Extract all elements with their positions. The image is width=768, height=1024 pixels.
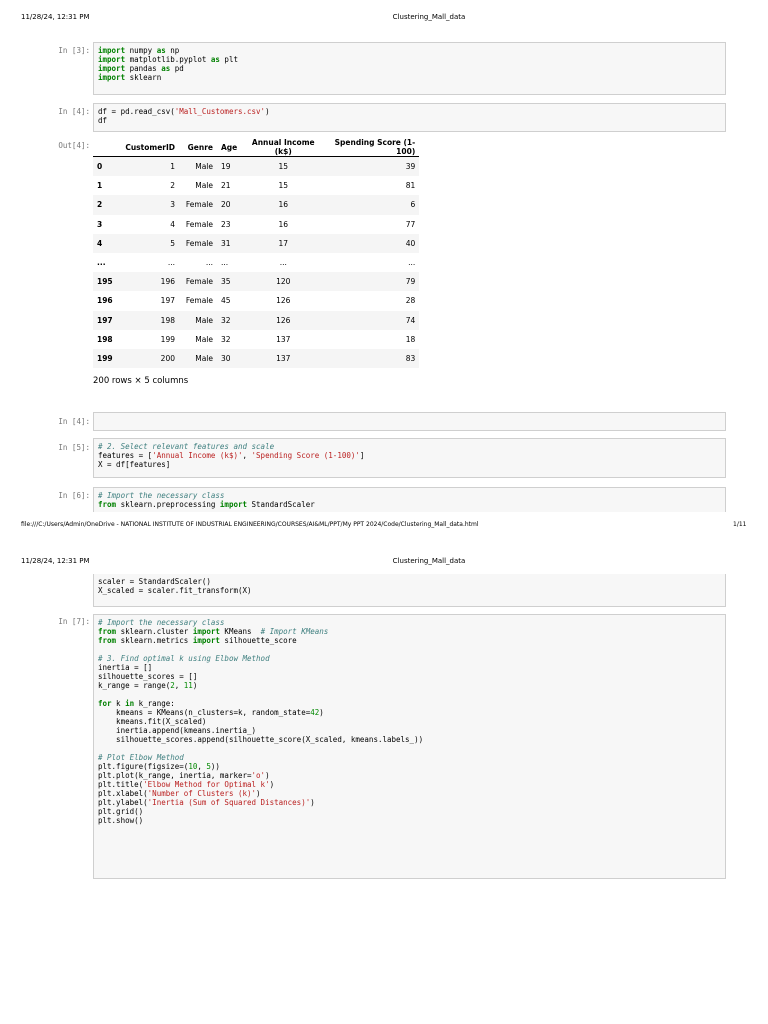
- code-token: )): [210, 762, 220, 771]
- code-line: [98, 491, 721, 500]
- code-token: # 2. Select relevant features and scale: [98, 442, 275, 451]
- table-cell: 126: [276, 315, 291, 325]
- code-token: matplotlib.pyplot: [125, 55, 211, 64]
- page-header: [0, 557, 768, 567]
- table-cell: 2: [170, 181, 175, 191]
- code-cell[interactable]: [93, 42, 726, 95]
- table-cell: 15: [278, 162, 289, 172]
- code-line: [98, 798, 721, 807]
- code-token: # 3. Find optimal k using Elbow Method: [98, 654, 270, 663]
- code-token: ): [319, 708, 324, 717]
- table-cell: 39: [405, 162, 416, 172]
- code-line: [98, 586, 721, 595]
- code-token: plt.xlabel(: [98, 789, 148, 798]
- code-token: inertia = []: [98, 663, 153, 672]
- code-token: k_range = range(: [98, 681, 171, 690]
- table-cell: 21: [221, 181, 231, 191]
- code-line: [98, 73, 721, 82]
- code-token: X = df[features]: [98, 460, 171, 469]
- table-cell: 5: [170, 238, 175, 248]
- row-index: 1: [97, 181, 103, 191]
- code-token: as: [210, 55, 220, 64]
- table-cell: 17: [278, 238, 289, 248]
- code-token: ): [265, 771, 270, 780]
- code-token: pd: [170, 64, 184, 73]
- table-cell: ...: [167, 258, 175, 268]
- code-token: ]: [359, 451, 365, 460]
- row-index: 198: [97, 334, 113, 344]
- code-token: 'Mall_Customers.csv': [174, 107, 266, 116]
- code-line: [98, 500, 721, 509]
- code-token: StandardScaler: [247, 500, 315, 509]
- code-token: 'Number of Clusters (k)': [147, 789, 257, 798]
- code-token: 2: [170, 681, 175, 690]
- code-line: [98, 816, 721, 825]
- table-row: [93, 195, 419, 214]
- table-cell: Female: [185, 219, 213, 229]
- code-token: for: [98, 699, 112, 708]
- table-cell: Female: [185, 238, 213, 248]
- table-cell: 18: [405, 334, 416, 344]
- code-token: plt: [219, 55, 238, 64]
- table-cell: 83: [405, 353, 416, 363]
- code-line: [98, 636, 721, 645]
- code-token: 11: [183, 681, 193, 690]
- code-line: [98, 762, 721, 771]
- table-cell: Male: [195, 334, 213, 344]
- table-cell: 198: [160, 315, 175, 325]
- code-token: import: [98, 55, 126, 64]
- code-token: plt.title(: [98, 780, 144, 789]
- table-cell: 137: [276, 353, 291, 363]
- table-cell: ...: [205, 258, 213, 268]
- footer-page-number: 1/11: [733, 521, 747, 528]
- code-line: [98, 708, 721, 717]
- table-cell: 77: [405, 219, 416, 229]
- header-title: Clustering_Mall_data: [392, 557, 466, 565]
- dataframe-shape: 200 rows × 5 columns: [93, 376, 189, 386]
- column-header: Age: [217, 138, 241, 157]
- code-line: [98, 451, 721, 460]
- code-token: sklearn.cluster: [116, 627, 193, 636]
- code-line: [98, 771, 721, 780]
- code-token: import: [192, 636, 220, 645]
- code-line: [98, 460, 721, 469]
- footer-file-path: file:///C:/Users/Admin/OneDrive - NATIONAL INSTITUTE OF INDUSTRIAL ENGINEERING/COURSES/AI&ML/PPT/My PPT 2024/Code/Clustering_Mall_data.html: [21, 521, 479, 528]
- output-prompt: Out[4]:: [58, 141, 90, 150]
- code-token: # Import the necessary class: [98, 491, 225, 500]
- code-token: 'Spending Score (1-100)': [251, 451, 360, 460]
- code-line: [98, 663, 721, 672]
- code-token: import: [98, 73, 126, 82]
- code-line: [98, 699, 721, 708]
- header-title: Clustering_Mall_data: [392, 13, 466, 21]
- code-token: 'o': [251, 771, 266, 780]
- table-cell: Male: [195, 315, 213, 325]
- table-header-row: [93, 138, 419, 157]
- table-cell: 30: [221, 353, 231, 363]
- table-cell: 16: [278, 219, 289, 229]
- code-token: df: [98, 116, 108, 125]
- code-line: [98, 807, 721, 816]
- code-token: sklearn: [125, 73, 162, 82]
- code-token: from: [98, 500, 117, 509]
- code-token: # Import the necessary class: [98, 618, 225, 627]
- code-token: from: [98, 636, 117, 645]
- code-token: plt.plot(k_range, inertia, marker=: [98, 771, 252, 780]
- page-header: [0, 13, 768, 23]
- code-line: [98, 780, 721, 789]
- header-datetime: 11/28/24, 12:31 PM: [21, 557, 90, 565]
- code-token: as: [161, 64, 171, 73]
- column-header: CustomerID: [121, 138, 179, 157]
- code-token: ): [256, 789, 261, 798]
- table-cell: 15: [278, 181, 289, 191]
- code-cell[interactable]: [93, 103, 726, 132]
- code-token: import: [219, 500, 248, 509]
- code-token: plt.grid(): [98, 807, 144, 816]
- row-index: 195: [97, 277, 113, 287]
- cell-prompt: In [7]:: [58, 617, 90, 626]
- code-line: [98, 64, 721, 73]
- table-cell: 32: [221, 334, 231, 344]
- code-token: ): [310, 798, 315, 807]
- code-token: import: [98, 46, 126, 55]
- cell-prompt: In [6]:: [58, 491, 90, 500]
- code-line: [98, 55, 721, 64]
- code-line: [98, 116, 721, 125]
- table-cell: 81: [405, 181, 416, 191]
- table-cell: Male: [195, 353, 213, 363]
- code-token: kmeans = KMeans(n_clusters=k, random_state=: [98, 708, 311, 717]
- pdf-page-2: [0, 544, 768, 1024]
- code-line: [98, 46, 721, 55]
- code-token: # Import KMeans: [260, 627, 329, 636]
- empty-code-cell[interactable]: [93, 412, 726, 431]
- table-cell: 28: [405, 296, 416, 306]
- code-cell[interactable]: [93, 487, 726, 512]
- table-cell: 196: [160, 277, 175, 287]
- table-row: [93, 330, 419, 349]
- table-cell: 74: [405, 315, 416, 325]
- table-cell: 31: [221, 238, 231, 248]
- cell-prompt: In [4]:: [58, 417, 90, 426]
- table-cell: Male: [195, 162, 213, 172]
- table-cell: ...: [221, 258, 229, 268]
- table-cell: 79: [405, 277, 416, 287]
- cell-prompt: In [3]:: [58, 46, 90, 55]
- table-row: [93, 176, 419, 195]
- table-cell: 120: [276, 277, 291, 287]
- table-cell: 16: [278, 200, 289, 210]
- code-token: # Plot Elbow Method: [98, 753, 184, 762]
- code-line: [98, 735, 721, 744]
- table-row: [93, 272, 419, 291]
- code-token: kmeans.fit(X_scaled): [98, 717, 207, 726]
- code-line: [98, 577, 721, 586]
- code-line: [98, 672, 721, 681]
- code-token: plt.ylabel(: [98, 798, 148, 807]
- code-line: [98, 107, 721, 116]
- column-header: Spending Score (1-100): [325, 138, 419, 157]
- table-cell: 137: [276, 334, 291, 344]
- code-line: [98, 654, 721, 663]
- row-index: 4: [97, 238, 103, 248]
- table-cell: Female: [185, 277, 213, 287]
- table-cell: 20: [221, 200, 231, 210]
- table-cell: 1: [170, 162, 175, 172]
- code-line: [98, 789, 721, 798]
- code-token: k: [111, 699, 126, 708]
- code-token: ,: [197, 762, 207, 771]
- code-token: ): [265, 107, 270, 116]
- code-line: [98, 753, 721, 762]
- code-token: sklearn.preprocessing: [116, 500, 220, 509]
- code-token: ,: [242, 451, 252, 460]
- code-token: features = [: [98, 451, 153, 460]
- code-token: 10: [188, 762, 198, 771]
- code-token: 5: [206, 762, 211, 771]
- code-line: [98, 627, 721, 636]
- table-row: [93, 311, 419, 330]
- code-token: plt.show(): [98, 816, 144, 825]
- code-token: silhouette_scores = []: [98, 672, 198, 681]
- table-cell: 23: [221, 219, 231, 229]
- code-token: numpy: [125, 46, 157, 55]
- code-line: [98, 681, 721, 690]
- code-token: 'Annual Income (k$)': [152, 451, 243, 460]
- table-cell: 197: [160, 296, 175, 306]
- code-token: 'Elbow Method for Optimal k': [143, 780, 270, 789]
- table-cell: 6: [410, 200, 416, 210]
- cell-prompt: In [5]:: [58, 443, 90, 452]
- code-token: silhouette_score: [219, 636, 297, 645]
- table-cell: 200: [160, 353, 175, 363]
- column-header: [93, 138, 121, 157]
- code-line: [98, 690, 721, 699]
- table-cell: 40: [405, 238, 416, 248]
- code-token: silhouette_scores.append(silhouette_score(X_scaled, kmeans.labels_)): [98, 735, 424, 744]
- dataframe-table: [93, 138, 419, 368]
- code-line: [98, 717, 721, 726]
- code-line: [98, 726, 721, 735]
- row-index: ...: [97, 258, 106, 268]
- table-cell: 35: [221, 277, 231, 287]
- row-index: 199: [97, 353, 113, 363]
- code-token: from: [98, 627, 117, 636]
- table-cell: 4: [170, 219, 175, 229]
- table-row: [93, 234, 419, 253]
- code-token: k_range:: [134, 699, 175, 708]
- table-cell: 19: [221, 162, 231, 172]
- code-cell[interactable]: [93, 614, 726, 879]
- row-index: 0: [97, 162, 103, 172]
- row-index: 2: [97, 200, 103, 210]
- code-token: scaler = StandardScaler(): [98, 577, 211, 586]
- code-token: df = pd.read_csv(: [98, 107, 175, 116]
- table-cell: 3: [170, 200, 175, 210]
- code-token: in: [125, 699, 135, 708]
- table-cell: 45: [221, 296, 231, 306]
- code-token: import: [98, 64, 126, 73]
- code-token: pandas: [125, 64, 162, 73]
- code-cell[interactable]: [93, 438, 726, 478]
- code-token: 'Inertia (Sum of Squared Distances)': [147, 798, 311, 807]
- row-index: 197: [97, 315, 113, 325]
- code-cell-continued[interactable]: [93, 574, 726, 607]
- table-cell: Male: [195, 181, 213, 191]
- code-token: 42: [310, 708, 320, 717]
- code-token: as: [156, 46, 166, 55]
- table-cell: 199: [160, 334, 175, 344]
- table-row: [93, 215, 419, 234]
- table-cell: Female: [185, 296, 213, 306]
- code-token: inertia.append(kmeans.inertia_): [98, 726, 257, 735]
- code-token: import: [192, 627, 220, 636]
- cell-prompt: In [4]:: [58, 107, 90, 116]
- code-token: KMeans: [219, 627, 261, 636]
- column-header: Genre: [179, 138, 217, 157]
- table-cell: 126: [276, 296, 291, 306]
- code-line: [98, 744, 721, 753]
- column-header: Annual Income (k$): [241, 138, 325, 157]
- table-row: [93, 253, 419, 272]
- code-token: np: [165, 46, 180, 55]
- table-row: [93, 349, 419, 368]
- table-cell: ...: [408, 258, 416, 268]
- table-row: [93, 157, 419, 177]
- header-datetime: 11/28/24, 12:31 PM: [21, 13, 90, 21]
- code-line: [98, 645, 721, 654]
- code-line: [98, 618, 721, 627]
- table-cell: 32: [221, 315, 231, 325]
- code-token: sklearn.metrics: [116, 636, 193, 645]
- code-token: ): [192, 681, 198, 690]
- table-cell: Female: [185, 200, 213, 210]
- table-row: [93, 291, 419, 310]
- table-cell: ...: [279, 258, 287, 268]
- row-index: 196: [97, 296, 113, 306]
- code-token: plt.figure(figsize=(: [98, 762, 189, 771]
- row-index: 3: [97, 219, 103, 229]
- code-line: [98, 442, 721, 451]
- code-token: ): [269, 780, 275, 789]
- code-token: ,: [174, 681, 184, 690]
- code-token: X_scaled = scaler.fit_transform(X): [98, 586, 252, 595]
